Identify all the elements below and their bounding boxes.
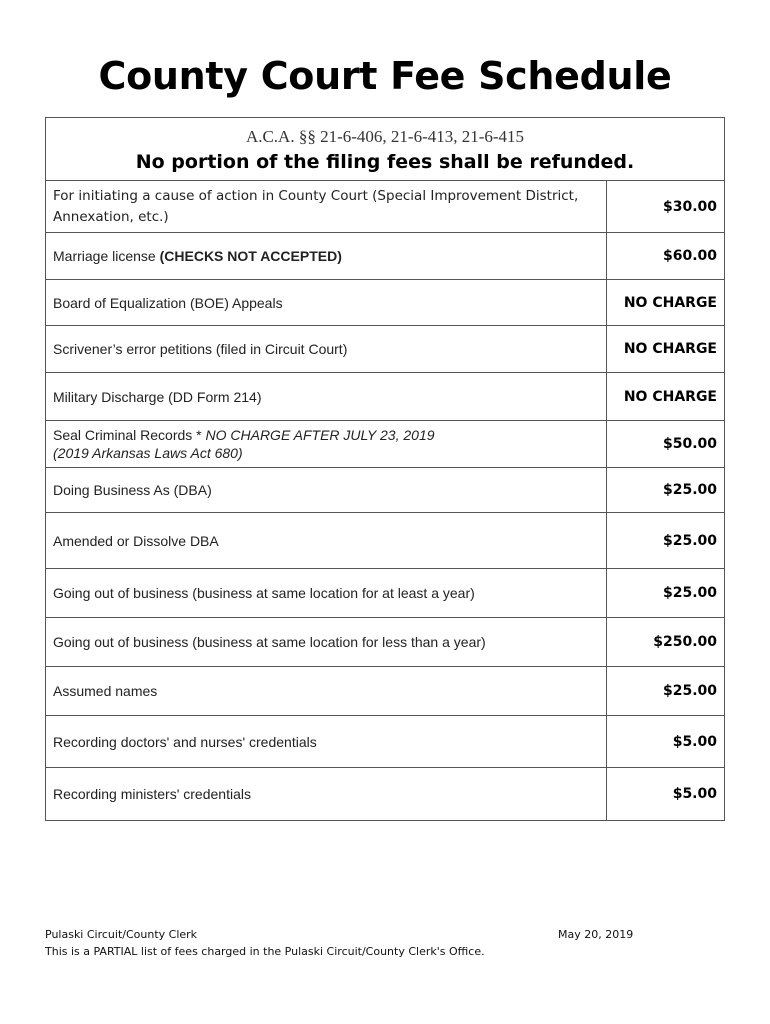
fee-description: Recording doctors' and nurses' credentials <box>46 716 607 768</box>
table-row <box>46 326 725 373</box>
fee-description: For initiating a cause of action in County Court (Special Improvement District, Annexation, etc.) <box>46 181 607 233</box>
fee-description <box>46 233 607 280</box>
fee-description-text: Seal Criminal Records * <box>53 427 202 443</box>
fee-amount: $50.00 <box>607 421 725 468</box>
fee-amount: $25.00 <box>607 667 725 716</box>
fee-description: Assumed names <box>46 667 607 716</box>
fee-description: Military Discharge (DD Form 214) <box>46 373 607 421</box>
table-row <box>46 667 725 716</box>
table-row <box>46 513 725 569</box>
table-row <box>46 716 725 768</box>
table-row <box>46 618 725 667</box>
fee-amount: NO CHARGE <box>607 280 725 326</box>
fee-amount: $25.00 <box>607 569 725 618</box>
table-header-row <box>46 118 725 181</box>
table-header <box>46 118 725 181</box>
statute-citation: A.C.A. §§ 21-6-406, 21-6-413, 21-6-415 <box>245 127 525 146</box>
fee-amount: $5.00 <box>607 716 725 768</box>
footer-office: Pulaski Circuit/County Clerk <box>45 928 198 941</box>
table-row <box>46 280 725 326</box>
footer-date: May 20, 2019 <box>558 928 634 941</box>
table-row <box>46 569 725 618</box>
fee-amount: $250.00 <box>607 618 725 667</box>
fee-table <box>45 117 725 821</box>
fee-description-note: NO CHARGE AFTER JULY 23, 2019 <box>205 427 435 443</box>
fee-description: Amended or Dissolve DBA <box>46 513 607 569</box>
table-row <box>46 421 725 468</box>
fee-description: Recording ministers' credentials <box>46 768 607 821</box>
fee-amount: $25.00 <box>607 468 725 513</box>
fee-amount: NO CHARGE <box>607 373 725 421</box>
fee-description: Doing Business As (DBA) <box>46 468 607 513</box>
fee-description: Board of Equalization (BOE) Appeals <box>46 280 607 326</box>
table-row <box>46 768 725 821</box>
page-title: County Court Fee Schedule <box>98 54 672 98</box>
refund-notice: No portion of the filing fees shall be refunded. <box>135 151 635 173</box>
fee-description <box>46 421 607 468</box>
fee-description: Going out of business (business at same location for at least a year) <box>46 569 607 618</box>
table-row <box>46 468 725 513</box>
footer-note: This is a PARTIAL list of fees charged in the Pulaski Circuit/County Clerk's Office. <box>45 945 485 958</box>
fee-amount: $60.00 <box>607 233 725 280</box>
fee-description: Going out of business (business at same location for less than a year) <box>46 618 607 667</box>
fee-amount: $5.00 <box>607 768 725 821</box>
fee-description-emphasis: (CHECKS NOT ACCEPTED) <box>159 248 342 264</box>
table-row <box>46 233 725 280</box>
table-row <box>46 181 725 233</box>
table-row <box>46 373 725 421</box>
fee-amount: $30.00 <box>607 181 725 233</box>
fee-description: Scrivener’s error petitions (filed in Circuit Court) <box>46 326 607 373</box>
fee-amount: NO CHARGE <box>607 326 725 373</box>
fee-description-text: Marriage license <box>53 248 156 264</box>
fee-description-law: (2019 Arkansas Laws Act 680) <box>53 445 243 461</box>
fee-amount: $25.00 <box>607 513 725 569</box>
